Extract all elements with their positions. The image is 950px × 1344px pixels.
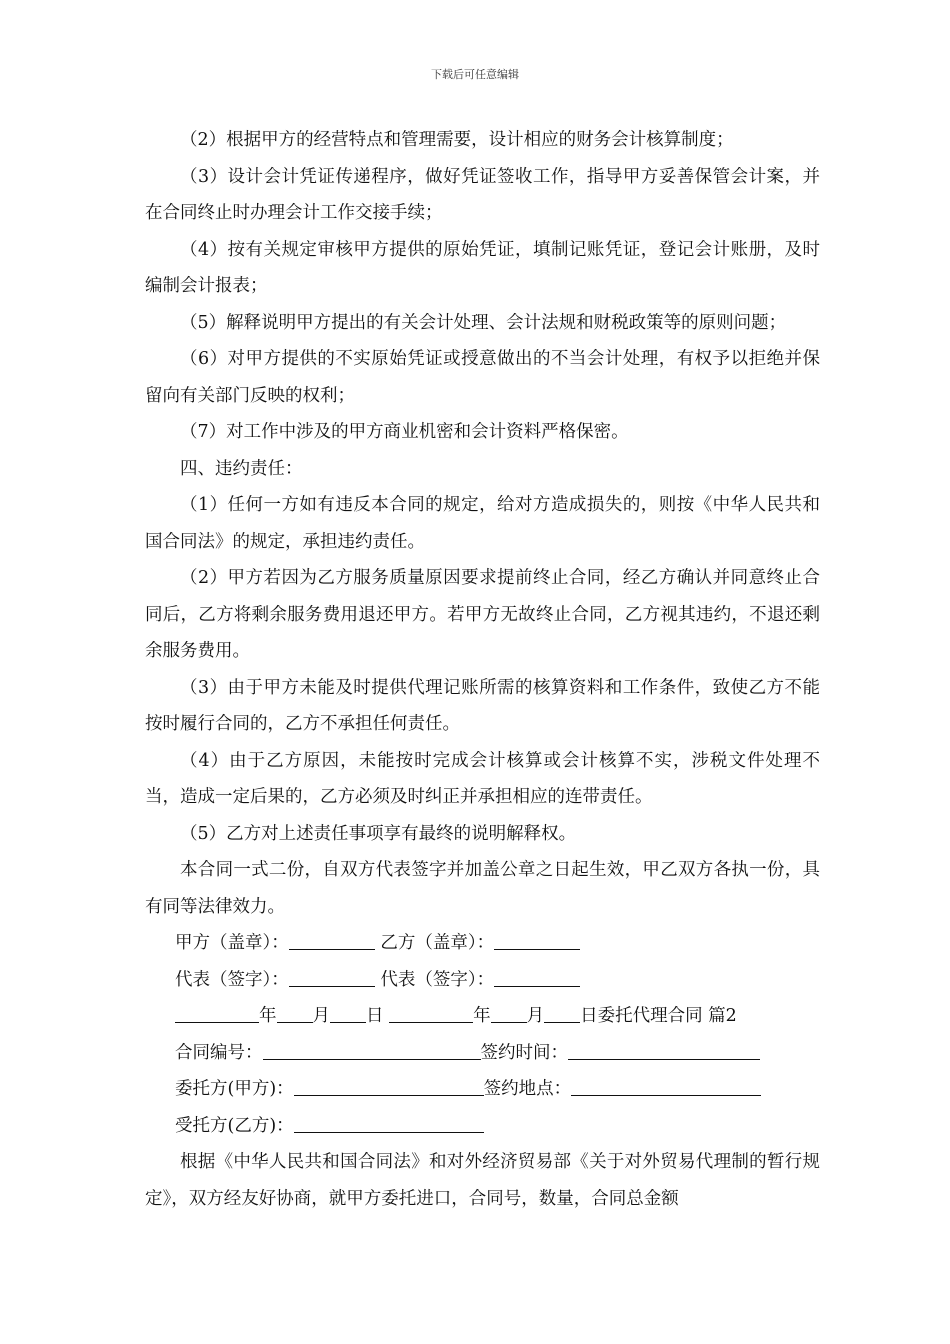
month-a-label: 月: [312, 1006, 330, 1026]
party-a-seal-label: 甲方（盖章）：: [175, 933, 289, 953]
copies-clause: 本合同一式二份，自双方代表签字并加盖公章之日起生效，甲乙双方各执一份，具有同等法律效力。: [145, 860, 820, 917]
clause-7: （7）对工作中涉及的甲方商业机密和会计资料严格保密。: [180, 422, 629, 442]
sign-place-label: 签约地点：: [483, 1079, 572, 1099]
document-body: [145, 122, 820, 1217]
year-b-blank: [389, 1004, 473, 1023]
day-b-blank: [544, 1004, 580, 1023]
clause-5: （5）解释说明甲方提出的有关会计处理、会计法规和财税政策等的原则问题；: [180, 312, 787, 333]
party-a-seal-blank: [289, 931, 375, 950]
breach-clause-1: （1）任何一方如有违反本合同的规定，给对方造成损失的，则按《中华人民共和国合同法》的规定，承担违约责任。: [145, 495, 820, 552]
day-a-blank: [330, 1004, 366, 1023]
day-b-label: 日: [580, 1006, 598, 1026]
clause-3: （3）设计会计凭证传递程序，做好凭证签收工作，指导甲方妥善保管会计案，并在合同终止时办理会计工作交接手续；: [145, 166, 820, 223]
contract-number-label: 合同编号：: [175, 1042, 263, 1063]
rep-a-label: 代表（签字）：: [175, 969, 289, 990]
month-b-blank: [491, 1004, 527, 1023]
month-b-label: 月: [526, 1006, 545, 1026]
agent-line: [145, 1108, 820, 1145]
year-b-label: 年: [473, 1006, 491, 1026]
breach-clause-4: （4）由于乙方原因，未能按时完成会计核算或会计核算不实，涉税文件处理不当，造成一定后果的，乙方必须及时纠正并承担相应的连带责任。: [145, 750, 820, 807]
year-a-blank: [175, 1004, 259, 1023]
breach-clause-5: （5）乙方对上述责任事项享有最终的说明解释权。: [180, 823, 577, 844]
agent-label: 受托方(乙方)：: [175, 1115, 294, 1136]
sign-time-label: 签约时间：: [480, 1042, 568, 1063]
contract-number-blank: [263, 1041, 481, 1060]
page-header-note: 下载后可任意编辑: [431, 68, 519, 81]
section-heading-breach: 四、违约责任：: [180, 458, 303, 479]
seal-line: [145, 925, 820, 962]
month-a-blank: [277, 1004, 313, 1023]
agent-blank: [294, 1114, 484, 1133]
clause-4: （4）按有关规定审核甲方提供的原始凭证，填制记账凭证，登记会计账册，及时编制会计报表；: [145, 239, 820, 296]
principal-label: 委托方(甲方)：: [175, 1079, 294, 1099]
contract-number-line: [145, 1035, 820, 1072]
rep-b-blank: [494, 968, 580, 987]
contract2-intro: 根据《中华人民共和国合同法》和对外经济贸易部《关于对外贸易代理制的暂行规定》，双方经友好协商，就甲方委托进口，合同号，数量，合同总金额: [145, 1152, 820, 1209]
principal-line: [145, 1071, 820, 1108]
date-line: [145, 998, 820, 1035]
rep-a-blank: [289, 968, 375, 987]
breach-clause-3: （3）由于甲方未能及时提供代理记账所需的核算资料和工作条件，致使乙方不能按时履行合同的，乙方不承担任何责任。: [145, 677, 820, 734]
day-a-label: 日: [366, 1006, 384, 1026]
rep-b-label: 代表（签字）：: [380, 969, 495, 990]
sign-time-blank: [568, 1041, 760, 1060]
party-b-seal-label: 乙方（盖章）：: [380, 933, 495, 953]
breach-clause-2: （2）甲方若因为乙方服务质量原因要求提前终止合同，经乙方确认并同意终止合同后，乙方将剩余服务费用退还甲方。若甲方无故终止合同，乙方视其违约，不退还剩余服务费用。: [145, 568, 820, 661]
year-a-label: 年: [259, 1006, 277, 1026]
party-b-seal-blank: [494, 931, 580, 950]
next-contract-title: 委托代理合同 篇2: [597, 1006, 737, 1026]
principal-blank: [294, 1077, 484, 1096]
clause-2: （2）根据甲方的经营特点和管理需要，设计相应的财务会计核算制度；: [180, 130, 734, 150]
rep-line: [145, 962, 820, 999]
clause-6: （6）对甲方提供的不实原始凭证或授意做出的不当会计处理，有权予以拒绝并保留向有关部门反映的权利；: [145, 349, 820, 406]
sign-place-blank: [571, 1077, 761, 1096]
